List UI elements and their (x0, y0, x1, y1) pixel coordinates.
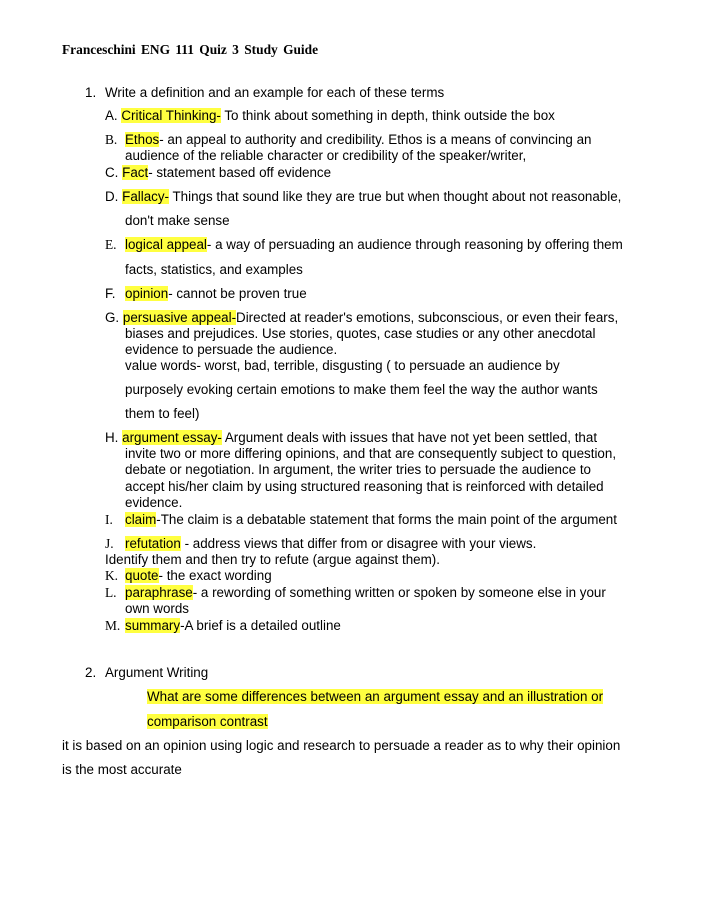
term-g-definition-cont: value words- worst, bad, terrible, disgusting ( to persuade an audience by (125, 358, 560, 373)
document-title: Franceschini ENG 111 Quiz 3 Study Guide (62, 42, 319, 57)
term-g-line (105, 310, 618, 326)
term-e-name: logical appeal (125, 237, 207, 252)
term-f-definition: - cannot be proven true (168, 286, 307, 301)
term-f-name: opinion (125, 286, 169, 301)
term-k-definition: - the exact wording (158, 568, 272, 583)
term-c-name: Fact (122, 165, 149, 180)
term-d-name: Fallacy- (122, 189, 170, 204)
term-j-line (125, 536, 536, 552)
question-2-answer-line: is the most accurate (62, 762, 182, 777)
term-b-definition: - an appeal to authority and credibility. Ethos is a means of convincing an (159, 132, 592, 147)
term-i-letter: I. (105, 512, 113, 527)
term-letter: C. (105, 165, 119, 180)
term-a-definition: To think about something in depth, think outside the box (220, 108, 555, 123)
term-j-name: refutation (125, 536, 181, 551)
term-h-definition-cont: accept his/her claim by using structured reasoning that is reinforced with detailed (125, 479, 604, 494)
question-2-text-line: What are some differences between an argument essay and an illustration or (147, 689, 604, 704)
term-e-line (125, 237, 623, 253)
term-e-definition: - a way of persuading an audience through reasoning by offering them (206, 237, 623, 252)
term-c-line (105, 165, 331, 181)
term-m-letter: M. (105, 618, 121, 633)
term-c-definition: - statement based off evidence (148, 165, 332, 180)
term-l-definition: - a rewording of something written or spoken by someone else in your (192, 585, 606, 600)
question-2-prompt: Argument Writing (105, 665, 209, 680)
question-2-text (147, 689, 603, 705)
term-h-line (105, 430, 597, 446)
term-letter: D. (105, 189, 119, 204)
term-letter: G. (105, 310, 120, 325)
term-i-line (125, 512, 617, 528)
term-l-letter: L. (105, 585, 117, 600)
question-2-number: 2. (85, 665, 97, 680)
term-k-name: quote (125, 568, 159, 583)
term-e-letter: E. (105, 237, 117, 252)
term-h-definition-cont: evidence. (125, 495, 183, 510)
term-k-line (125, 568, 272, 584)
term-g-definition-cont: them to feel) (125, 406, 200, 421)
term-j-definition: - address views that differ from or disagree with your views. (180, 536, 537, 551)
term-m-definition: -A brief is a detailed outline (180, 618, 341, 633)
term-f-letter: F. (105, 286, 116, 301)
term-m-name: summary (125, 618, 181, 633)
term-g-name: persuasive appeal- (122, 310, 237, 325)
term-d-definition: Things that sound like they are true but when thought about not reasonable, (169, 189, 622, 204)
term-letter: H. (105, 430, 119, 445)
term-d-definition-cont: don't make sense (125, 213, 230, 228)
term-letter: A. (105, 108, 118, 123)
term-h-definition-cont: invite two or more differing opinions, and that are consequently subject to question, (125, 446, 617, 461)
term-b-definition-cont: audience of the reliable character or credibility of the speaker/writer, (125, 148, 527, 163)
question-2-answer-line: it is based on an opinion using logic and research to persuade a reader as to why their opinion (62, 738, 621, 753)
term-b-line (125, 132, 591, 148)
term-b-letter: B. (105, 132, 118, 147)
term-i-name: claim (125, 512, 157, 527)
term-j-letter: J. (105, 536, 114, 551)
question-1-prompt: Write a definition and an example for each of these terms (105, 85, 445, 100)
term-h-definition: Argument deals with issues that have not yet been settled, that (221, 430, 598, 445)
term-l-line (125, 585, 606, 601)
term-h-definition-cont: debate or negotiation. In argument, the writer tries to persuade the audience to (125, 462, 591, 477)
term-b-name: Ethos (125, 132, 160, 147)
term-a-name: Critical Thinking- (121, 108, 221, 123)
term-f-line (125, 286, 307, 302)
question-2-text-line: comparison contrast (147, 714, 268, 729)
question-1-number: 1. (85, 85, 97, 100)
term-k-letter: K. (105, 568, 119, 583)
term-g-definition-cont: evidence to persuade the audience. (125, 342, 338, 357)
term-l-name: paraphrase (125, 585, 193, 600)
term-e-definition-cont: facts, statistics, and examples (125, 262, 303, 277)
term-j-definition-cont: Identify them and then try to refute (argue against them). (105, 552, 440, 567)
question-2-text (147, 714, 268, 730)
term-m-line (125, 618, 341, 634)
term-a-line (105, 108, 555, 124)
term-i-definition: -The claim is a debatable statement that forms the main point of the argument (156, 512, 617, 527)
term-g-definition-cont: purposely evoking certain emotions to make them feel the way the author wants (125, 382, 598, 397)
term-l-definition-cont: own words (125, 601, 190, 616)
term-d-line (105, 189, 621, 205)
term-g-definition: Directed at reader's emotions, subconscious, or even their fears, (236, 310, 619, 325)
term-h-name: argument essay- (122, 430, 222, 445)
term-g-definition-cont: biases and prejudices. Use stories, quotes, case studies or any other anecdotal (125, 326, 596, 341)
